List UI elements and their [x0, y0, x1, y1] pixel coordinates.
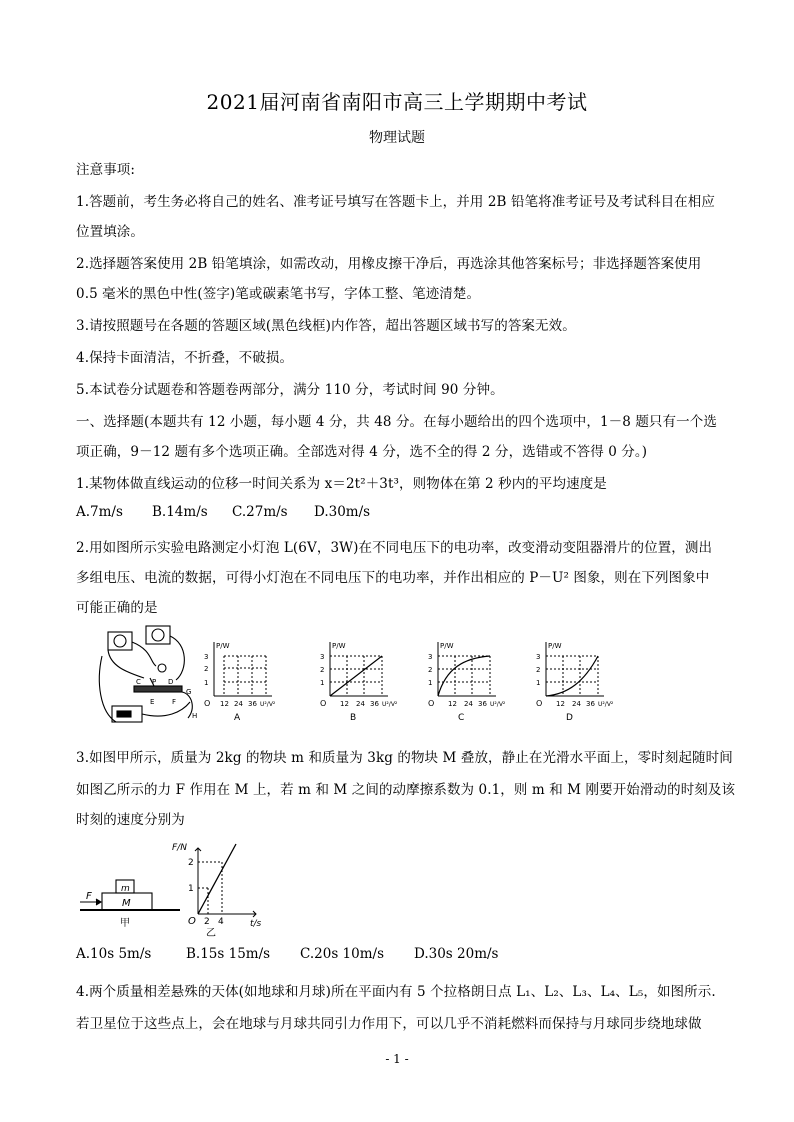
section-1-instructions-line-1: 一、选择题(本题共有 12 小题，每小题 4 分，共 48 分。在每小题给出的四个选项中，1－8 题只有一个选	[76, 414, 717, 430]
question-1-stem: 1.某物体做直线运动的位移一时间关系为 x＝2t²＋3t³，则物体在第 2 秒内的平均速度是	[76, 476, 607, 492]
graph-b-ytick-2: 2	[320, 666, 325, 674]
graph-a-origin: O	[204, 699, 211, 708]
question-2-stem-line-1: 2.用如图所示实验电路测定小灯泡 L(6V，3W)在不同电压下的电功率，改变滑动变阻器滑片的位置，测出	[76, 540, 713, 556]
figure-yi-graph	[170, 836, 270, 938]
lamp-icon	[158, 664, 166, 672]
question-3-option-d: D.30s 20m/s	[414, 946, 499, 962]
graph-d-ytick-1: 1	[536, 679, 541, 687]
graph-b-ylabel: P/W	[332, 642, 346, 650]
graph-d-xtick-12: 12	[556, 700, 565, 708]
graph-a-ytick-2: 2	[204, 665, 209, 673]
notice-item-5: 5.本试卷分试题卷和答题卷两部分，满分 110 分，考试时间 90 分钟。	[76, 382, 504, 398]
question-3-stem-line-3: 时刻的速度分别为	[76, 812, 185, 828]
figure-yi-ylabel: F/N	[172, 843, 187, 853]
graph-c-xlabel: U²/V²	[490, 701, 506, 708]
graph-b-xtick-12: 12	[340, 700, 349, 708]
graph-c-label: C	[458, 713, 465, 723]
graph-b-ytick-1: 1	[320, 679, 325, 687]
question-3-option-a: A.10s 5m/s	[76, 946, 152, 962]
block-m-label: m	[121, 884, 130, 894]
figure-yi-line	[198, 844, 236, 914]
question-2-stem-line-2: 多组电压、电流的数据，可得小灯泡在不同电压下的电功率，并作出相应的 P－U² 图象，则在下列图象中	[76, 570, 710, 586]
graph-b	[316, 636, 404, 724]
figure-yi-xtick-2: 2	[204, 917, 210, 927]
notice-item-3: 3.请按照题号在各题的答题区域(黑色线框)内作答，超出答题区域书写的答案无效。	[76, 318, 576, 334]
graph-a-ylabel: P/W	[216, 642, 230, 650]
question-4-stem-line-1: 4.两个质量相差悬殊的天体(如地球和月球)所在平面内有 5 个拉格朗日点 L₁、L₂、L₃、L₄、L₅，如图所示.	[76, 984, 716, 1000]
figure-yi-caption: 乙	[206, 928, 216, 938]
graph-b-xtick-36: 36	[370, 700, 379, 708]
section-1-instructions-line-2: 项正确，9－12 题有多个选项正确。全部选对得 4 分，选不全的得 2 分，选错或不答得 0 分。)	[76, 444, 648, 460]
graph-b-xtick-24: 24	[356, 700, 365, 708]
graph-a-xtick-12: 12	[220, 700, 229, 708]
notice-item-2-line-1: 2.选择题答案使用 2B 铅笔填涂，如需改动，用橡皮擦干净后，再选涂其他答案标号；非选择题答案使用	[76, 256, 702, 272]
block-big-m-label: M	[122, 898, 131, 909]
question-1-option-d: D.30m/s	[314, 504, 371, 520]
graph-b-label: B	[350, 713, 357, 723]
exam-subtitle: 物理试题	[369, 130, 425, 146]
graph-a	[200, 636, 288, 724]
label-g: G	[186, 688, 192, 696]
graph-d-ytick-3: 3	[536, 653, 541, 661]
page-number: - 1 -	[385, 1052, 409, 1066]
graph-d-origin: O	[536, 699, 543, 708]
graph-d-xtick-36: 36	[586, 700, 595, 708]
graph-c-origin: O	[428, 699, 435, 708]
graph-c-curve	[438, 656, 490, 696]
graph-a-xtick-24: 24	[234, 700, 243, 708]
exam-title: 2021届河南省南阳市高三上学期期中考试	[206, 90, 588, 114]
figure-jia-caption: 甲	[120, 918, 130, 929]
question-2-stem-line-3: 可能正确的是	[76, 600, 158, 616]
graph-c	[424, 636, 512, 724]
graph-c-xtick-12: 12	[448, 700, 457, 708]
label-d: D	[168, 678, 174, 686]
graph-d-xtick-24: 24	[572, 700, 581, 708]
notice-item-4: 4.保持卡面清洁，不折叠，不破损。	[76, 350, 294, 366]
graph-d-ytick-2: 2	[536, 666, 541, 674]
graph-d	[532, 636, 620, 724]
graph-d-label: D	[566, 713, 573, 723]
figure-yi-origin: O	[188, 916, 196, 927]
question-3-stem-line-2: 如图乙所示的力 F 作用在 M 上，若 m 和 M 之间的动摩擦系数为 0.1，则 m 和 M 刚要开始滑动的时刻及该	[76, 782, 736, 798]
question-3-option-c: C.20s 10m/s	[300, 946, 384, 962]
figure-yi-xlabel: t/s	[250, 919, 262, 929]
notice-heading: 注意事项:	[76, 162, 136, 178]
circuit-diagram	[92, 622, 207, 730]
graph-c-xtick-24: 24	[464, 700, 473, 708]
question-1-option-c: C.27m/s	[232, 504, 288, 520]
figure-yi-xtick-4: 4	[218, 917, 224, 927]
label-p: P	[152, 678, 157, 686]
graph-a-xlabel: U²/V²	[260, 701, 276, 708]
question-3-option-b: B.15s 15m/s	[186, 946, 271, 962]
graph-a-ytick-3: 3	[204, 653, 209, 661]
graph-a-label: A	[234, 713, 241, 723]
notice-item-1-line-2: 位置填涂。	[76, 224, 144, 240]
label-c: C	[136, 678, 141, 686]
question-4-stem-line-2: 若卫星位于这些点上，会在地球与月球共同引力作用下，可以几乎不消耗燃料而保持与月球同步绕地球做	[76, 1016, 702, 1032]
label-e: E	[150, 698, 155, 706]
graph-b-ytick-3: 3	[320, 653, 325, 661]
graph-d-ylabel: P/W	[548, 642, 562, 650]
notice-item-1-line-1: 1.答题前，考生务必将自己的姓名、准考证号填写在答题卡上，并用 2B 铅笔将准考证号及考试科目在相应	[76, 194, 715, 210]
label-f: F	[172, 698, 177, 706]
label-h: H	[192, 712, 198, 720]
graph-c-xtick-36: 36	[478, 700, 487, 708]
notice-item-2-line-2: 0.5 毫米的黑色中性(签字)笔或碳素笔书写，字体工整、笔迹清楚。	[76, 286, 481, 302]
graph-c-ytick-1: 1	[428, 679, 433, 687]
graph-b-origin: O	[320, 699, 327, 708]
force-label: F	[86, 891, 92, 902]
graph-c-ytick-2: 2	[428, 666, 433, 674]
graph-d-xlabel: U²/V²	[598, 701, 614, 708]
figure-yi-ytick-2: 2	[188, 858, 194, 868]
question-1-option-b: B.14m/s	[152, 504, 208, 520]
graph-c-ylabel: P/W	[440, 642, 454, 650]
graph-d-curve	[546, 656, 598, 696]
figure-yi-ytick-1: 1	[188, 884, 194, 894]
graph-c-ytick-3: 3	[428, 653, 433, 661]
graph-a-ytick-1: 1	[204, 679, 209, 687]
graph-a-xtick-36: 36	[248, 700, 257, 708]
graph-b-xlabel: U²/V²	[382, 701, 398, 708]
question-1-option-a: A.7m/s	[76, 504, 123, 520]
graph-b-curve	[330, 656, 382, 696]
question-3-stem-line-1: 3.如图甲所示，质量为 2kg 的物块 m 和质量为 3kg 的物块 M 叠放，静止在光滑水平面上，零时刻起随时间	[76, 750, 733, 766]
